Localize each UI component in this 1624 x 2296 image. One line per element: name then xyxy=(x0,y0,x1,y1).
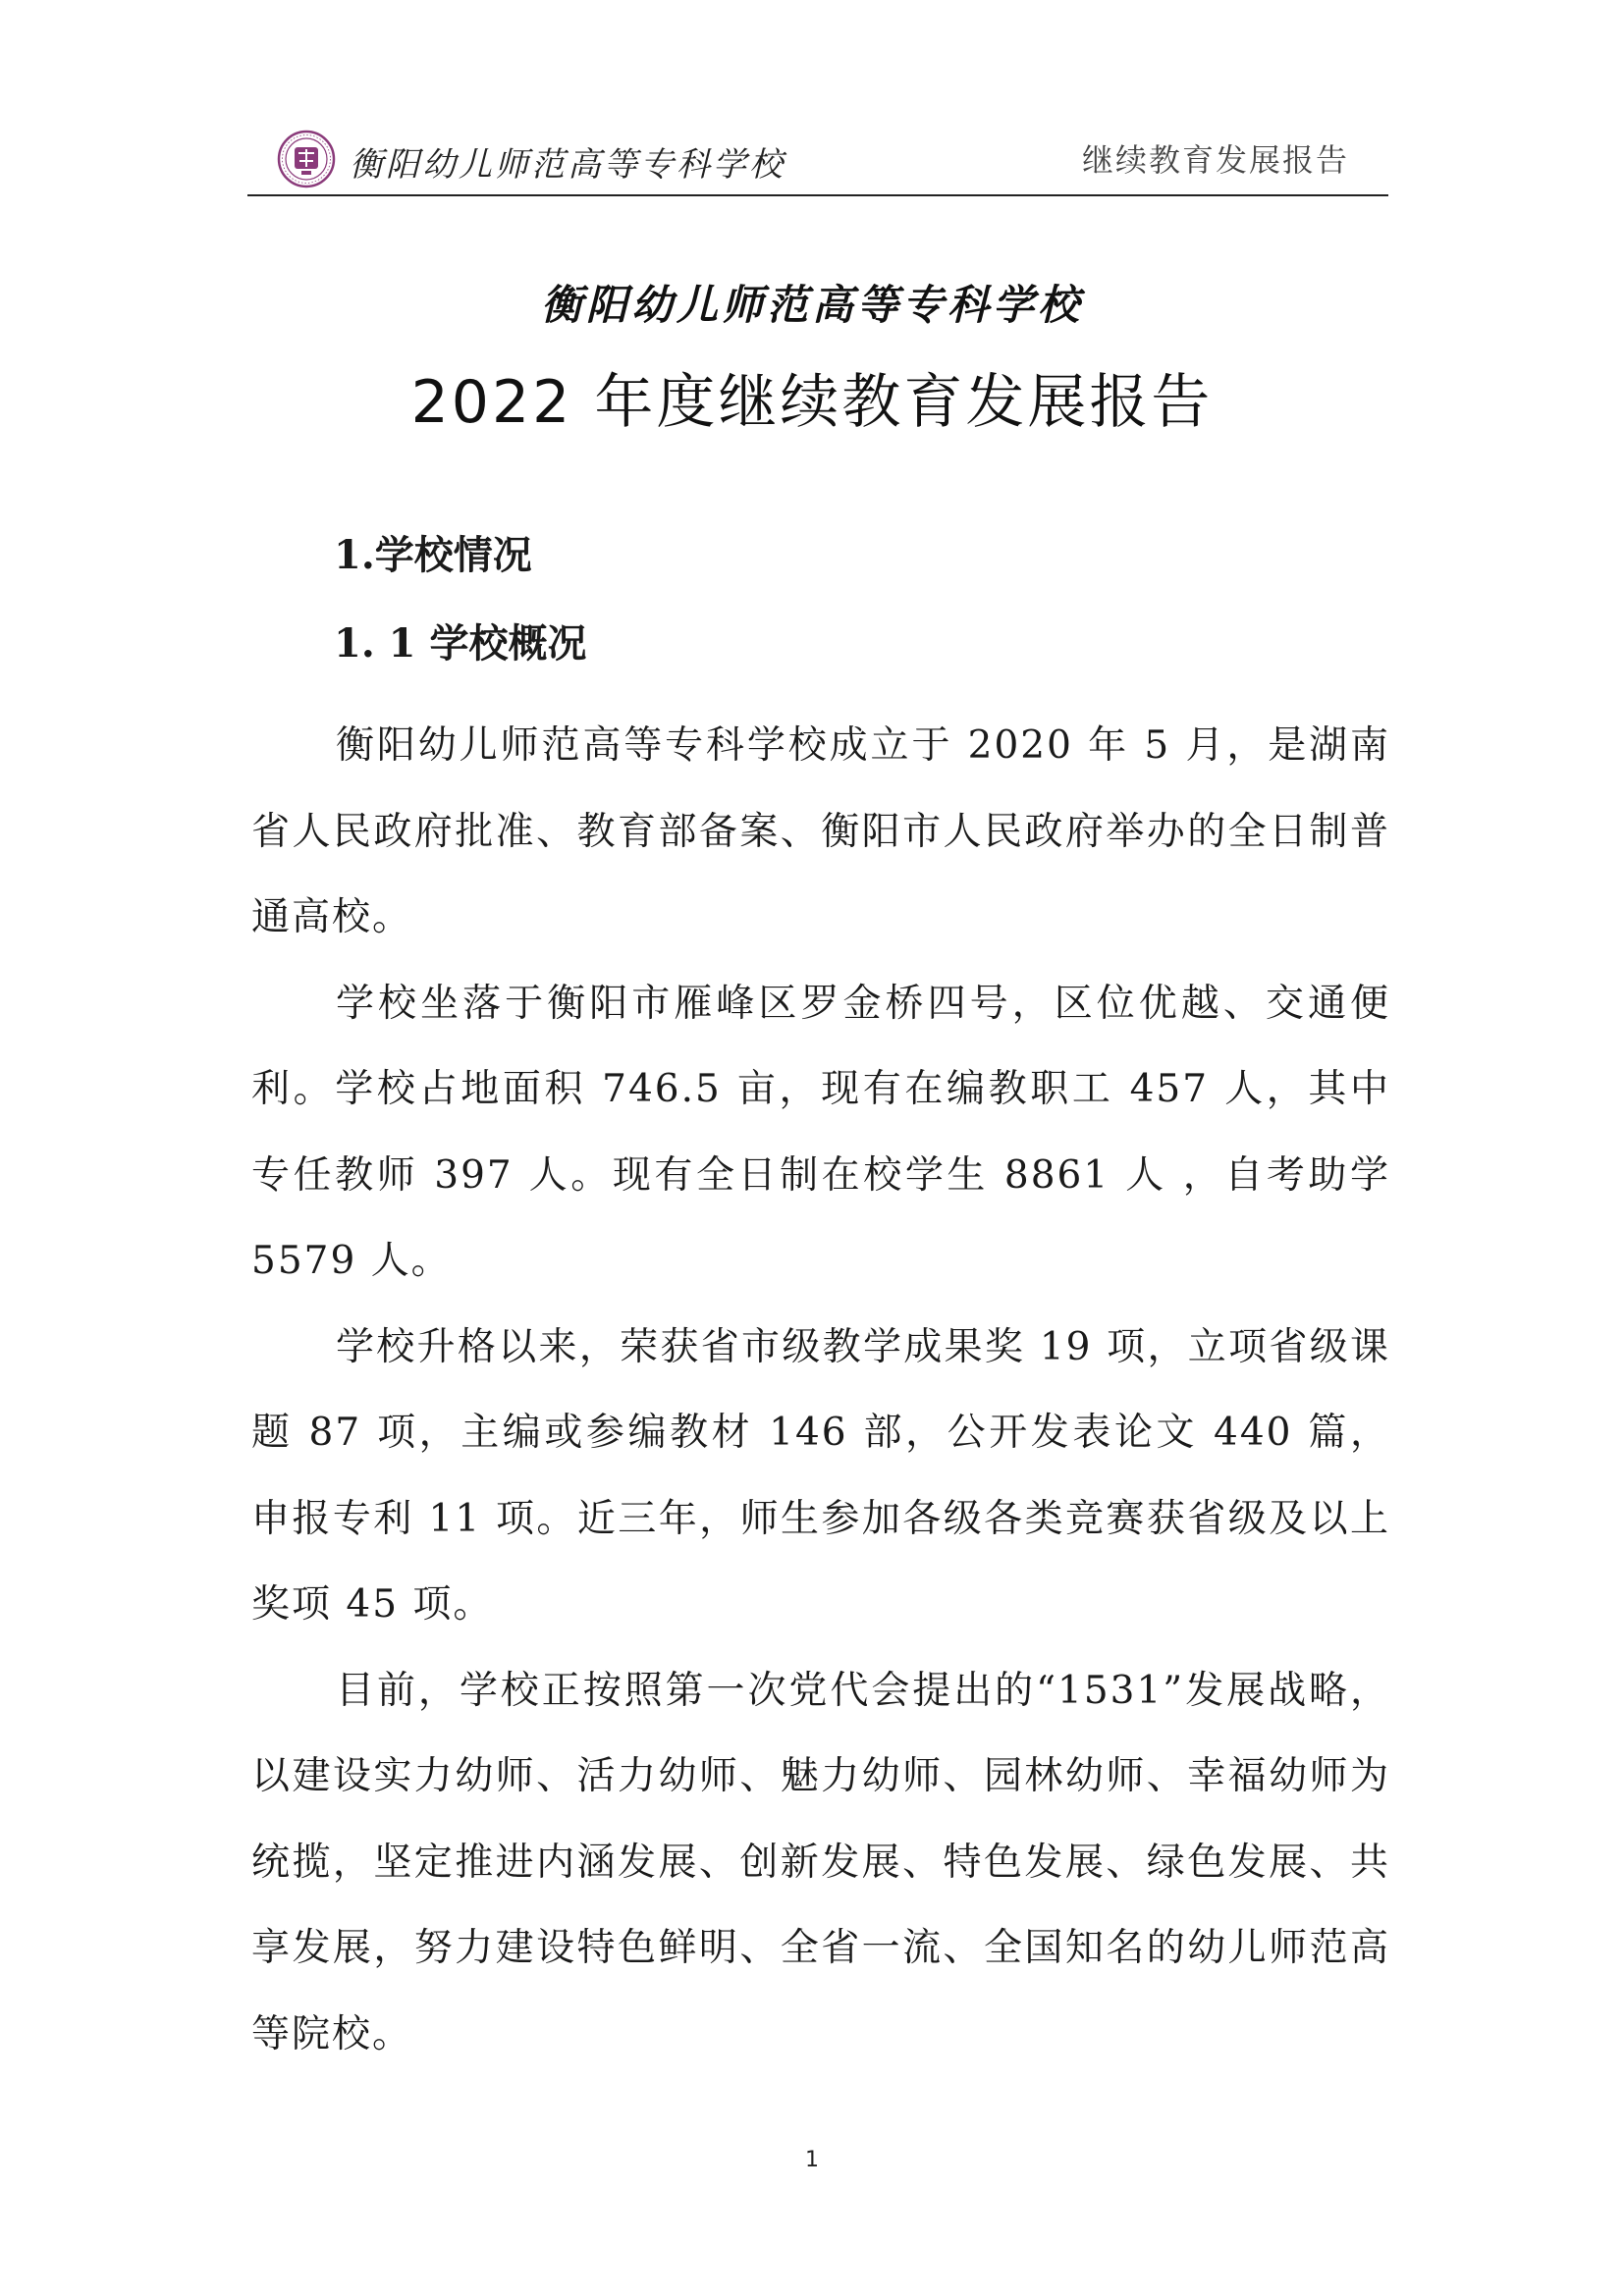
header-school-name: 衡阳幼儿师范高等专科学校 xyxy=(350,145,785,185)
paragraph-achievements: 学校升格以来，荣获省市级教学成果奖 19 项，立项省级课题 87 项，主编或参编教材 146 部，公开发表论文 440 篇，申报专利 11 项。近三年，师生参加各级各类竞赛获省级及以上奖项 45 项。 xyxy=(251,1324,1390,1627)
paragraph-founding: 衡阳幼儿师范高等专科学校成立于 2020 年 5 月，是湖南省人民政府批准、教育部备案、衡阳市人民政府举办的全日制普通高校。 xyxy=(251,723,1390,939)
document-body xyxy=(251,530,1390,2077)
page-number: 1 xyxy=(805,2148,819,2172)
document-school-title: 衡阳幼儿师范高等专科学校 xyxy=(540,281,1083,329)
paragraph-location: 学校坐落于衡阳市雁峰区罗金桥四号，区位优越、交通便利。学校占地面积 746.5 亩，现有在编教职工 457 人，其中专任教师 397 人。现有全日制在校学生 8861 人 ，自考助学 5579 人。 xyxy=(251,981,1390,1283)
paragraph-strategy: 目前，学校正按照第一次党代会提出的“1531”发展战略，以建设实力幼师、活力幼师、魅力幼师、园林幼师、幸福幼师为统揽，坚定推进内涵发展、创新发展、特色发展、绿色发展、共享发展，努力建设特色鲜明、全省一流、全国知名的幼儿师范高等院校。 xyxy=(251,1668,1390,2056)
subsection-heading: 1. 1 学校概况 xyxy=(334,620,587,667)
page-header xyxy=(247,116,1388,196)
school-seal-icon xyxy=(277,130,336,188)
header-report-name: 继续教育发展报告 xyxy=(1081,141,1349,179)
document-main-title: 2022 年度继续教育发展报告 xyxy=(410,368,1214,437)
section-heading: 1.学校情况 xyxy=(334,532,532,578)
header-divider xyxy=(247,194,1388,196)
